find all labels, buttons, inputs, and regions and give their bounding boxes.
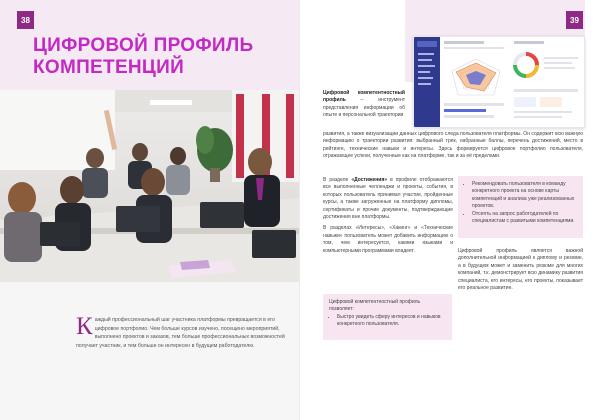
interests-paragraph: В разделах «Интересы», «Хакинг» и «Технические навыки» пользователь может добавить информацию о том, чем интересуется, какими языками и компьютерными программами владеет. (323, 225, 453, 254)
capabilities-title: Цифровой компетентностный профиль позволяет: (329, 299, 421, 313)
capabilities-box (323, 294, 452, 340)
classroom-photo-illustration (0, 90, 300, 282)
left-page-caption (76, 313, 286, 350)
list-item: • Рекомендовать пользователя в команду конкретного проекта на основе карты компетенций и анализа уже реализованных проектов. (472, 181, 577, 211)
right-page (300, 0, 600, 420)
profile-dashboard-illustration (414, 37, 584, 127)
classroom-photo (0, 90, 300, 282)
intro-continued-paragraph: развития, а также визуализации данных цифрового следа пользователя платформы. Он содержит всю важную информацию о траектории развития: выбранный трек, набранные баллы, перечень достижений, место в рейтинге, технические навыки и интересы. Здесь формируется цифровое портфолио пользователя, отражающее успехи, полученные как на платформе, так и за её пределами. (323, 131, 583, 160)
list-item: • Отсеять на запрос работодателей по специалистам с развитыми компетенциями. (472, 211, 577, 226)
page-title-line2: КОМПЕТЕНЦИЙ (33, 57, 185, 78)
intro-term: Цифровой компетентностный профиль (323, 90, 405, 104)
achievements-body: в профиле отображаются все выполненные челленджи и проекты, события, в которых пользователь принимал участие, пройденные курсы, а также загруженные на платформу дипломы, сертификаты и прочие документы, подтверждающие достижения вне платформы. (323, 177, 453, 221)
right-page-number: 39 (566, 11, 583, 29)
left-page-number: 38 (17, 11, 34, 29)
capabilities-list (329, 314, 446, 329)
achievements-term: «Достижения» (351, 177, 388, 183)
left-page-bottom-band (0, 282, 300, 420)
page-title (33, 35, 293, 79)
list-item: • Быстро увидеть сферу интересов и навыков конкретного пользователя. (337, 314, 446, 329)
recommendations-box (458, 176, 583, 238)
recommendations-list (464, 181, 577, 225)
closing-paragraph: Цифровой профиль является важной дополнительной информацией к диплому и резюме, а в будущем может и заменить резюме для многих компаний, т.к. демонстрирует всю динамику развития специалиста, его интересы, его проекты, показывает его реальное развитие. (458, 248, 583, 292)
caption-text: аждый профессиональный шаг участника платформы превращается в его цифровое портфолио. Чем больше курсов изучено, посещено мероприятий, выполнено проектов и заказов, тем больше профессиональных возможностей получает участник, и тем больше он интересен в будущем работодателю. (76, 317, 285, 349)
intro-definition: – инструмент представления информации об опыте и персональной траектории (323, 97, 405, 119)
intro-paragraph (323, 90, 405, 120)
profile-screenshot (413, 36, 585, 128)
caption-dropcap: К (76, 313, 93, 340)
page-title-line1: ЦИФРОВОЙ ПРОФИЛЬ (33, 35, 254, 56)
achievements-prefix: В разделе (323, 177, 352, 183)
achievements-paragraph (323, 177, 453, 255)
